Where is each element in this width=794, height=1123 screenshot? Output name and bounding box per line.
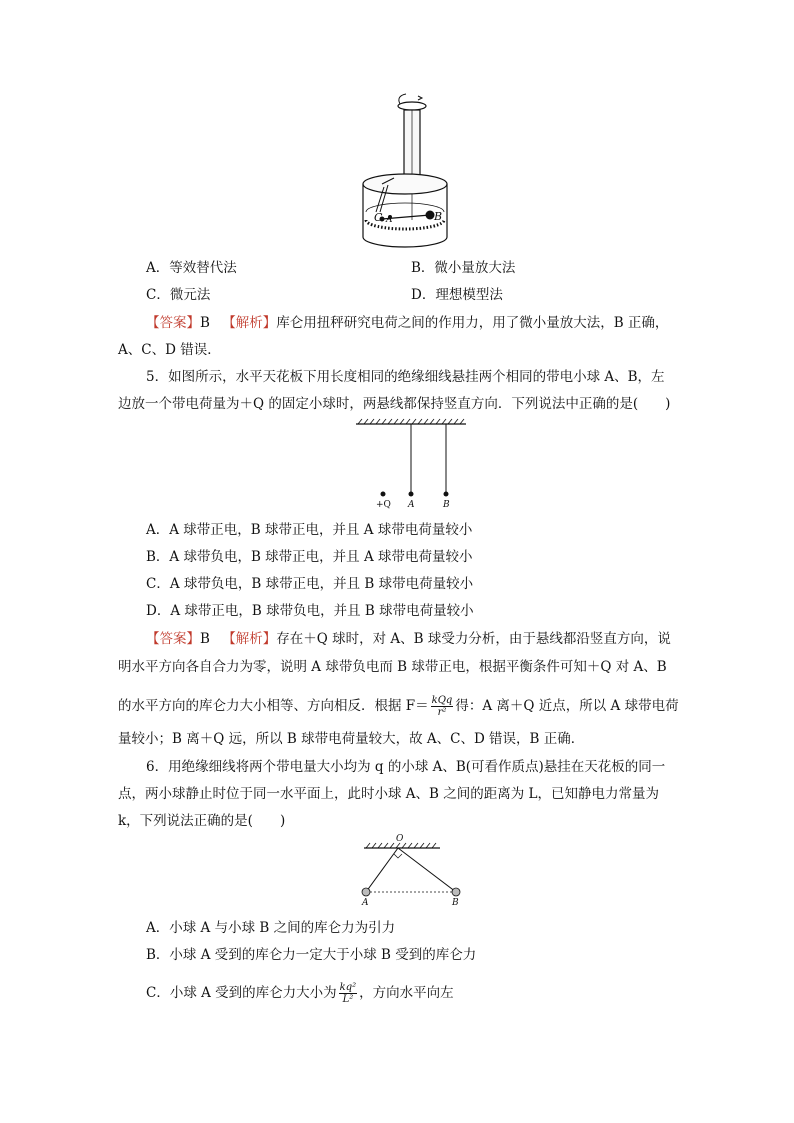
analysis-text: 库仑用扭秤研究电荷之间的作用力，用了微小量放大法，B 正确，	[276, 315, 669, 331]
q6-stem-line3: k，下列说法正确的是( )	[118, 813, 286, 829]
answer-value: B	[200, 315, 210, 331]
q6-option-b: B．小球 A 受到的库仑力一定大于小球 B 受到的库仑力	[146, 947, 477, 963]
q6-option-a: A．小球 A 与小球 B 之间的库仑力为引力	[146, 920, 396, 936]
answer-tag: 【答案】	[146, 631, 200, 647]
q5-option-b: B．A 球带负电，B 球带正电，并且 A 球带电荷量较小	[146, 549, 473, 565]
formula-denominator: r²	[437, 707, 447, 718]
formula-numerator: kQq	[431, 695, 453, 706]
two-balls-figure	[356, 838, 466, 898]
fig1-label-c: C	[374, 211, 383, 224]
fig3-label-a: A	[362, 898, 369, 908]
q6-stem-line1: 6．用绝缘细线将两个带电量大小均为 q 的小球 A、B(可看作质点)悬挂在天花板的同一	[146, 759, 666, 775]
q5-option-d: D．A 球带正电，B 球带负电，并且 B 球带电荷量较小	[146, 603, 474, 619]
q4-analysis-line2: A、C、D 错误．	[118, 342, 221, 358]
q5-analysis-line4: 量较小；B 离＋Q 远，所以 B 球带电荷量较大，故 A、C、D 错误，B 正确．	[118, 731, 585, 747]
q5-analysis-line3	[118, 693, 679, 719]
analysis-text: 的水平方向的库仑力大小相等、方向相反．根据 F＝	[118, 698, 429, 714]
formula-numerator: kq²	[339, 982, 357, 993]
fig2-label-b: B	[443, 500, 450, 510]
option-text: ，方向水平向左	[359, 985, 454, 1001]
q4-option-b: B．微小量放大法	[411, 260, 516, 276]
analysis-text: 存在＋Q 球时，对 A、B 球受力分析，由于悬线都沿竖直方向，说	[276, 631, 671, 647]
option-text: C．小球 A 受到的库仑力大小为	[146, 985, 337, 1001]
coulomb-formula	[339, 982, 357, 1005]
q5-stem-line2: 边放一个带电荷量为＋Q 的固定小球时，两悬线都保持竖直方向．下列说法中正确的是( )	[118, 396, 671, 412]
q6-option-c	[146, 980, 454, 1006]
q5-stem-line1: 5．如图所示，水平天花板下用长度相同的绝缘细线悬挂两个相同的带电小球 A、B，左	[146, 369, 665, 385]
answer-value: B	[200, 631, 210, 647]
analysis-tag: 【解析】	[222, 315, 277, 331]
torsion-balance-figure	[360, 92, 450, 252]
fig1-label-b: B	[434, 210, 443, 223]
formula-denominator: L²	[342, 994, 354, 1005]
analysis-text: 得：A 离＋Q 近点，所以 A 球带电荷	[455, 698, 679, 714]
q4-answer-line	[146, 313, 668, 333]
q4-option-c: C．微元法	[146, 287, 211, 303]
q5-option-c: C．A 球带负电，B 球带正电，并且 B 球带电荷量较小	[146, 576, 474, 592]
fig3-label-o: O	[396, 834, 404, 844]
q5-option-a: A．A 球带正电，B 球带正电，并且 A 球带电荷量较小	[146, 522, 473, 538]
hanging-balls-figure	[356, 418, 468, 502]
q5-answer-line	[146, 629, 671, 649]
fig2-label-a: A	[408, 500, 415, 510]
q4-option-a: A．等效替代法	[146, 260, 237, 276]
q5-analysis-line2: 明水平方向各自合力为零，说明 A 球带负电而 B 球带正电，根据平衡条件可知＋Q 对 A、B	[118, 659, 667, 675]
q4-option-d: D．理想模型法	[411, 287, 503, 303]
coulomb-formula	[431, 695, 454, 718]
q6-stem-line2: 点，两小球静止时位于同一水平面上，此时小球 A、B 之间的距离为 L，已知静电力常量为	[118, 786, 660, 802]
answer-tag: 【答案】	[146, 315, 200, 331]
fig1-label-a: A	[386, 215, 393, 225]
fig3-label-b: B	[452, 898, 459, 908]
analysis-tag: 【解析】	[222, 631, 277, 647]
fig2-label-q: +Q	[376, 500, 391, 510]
